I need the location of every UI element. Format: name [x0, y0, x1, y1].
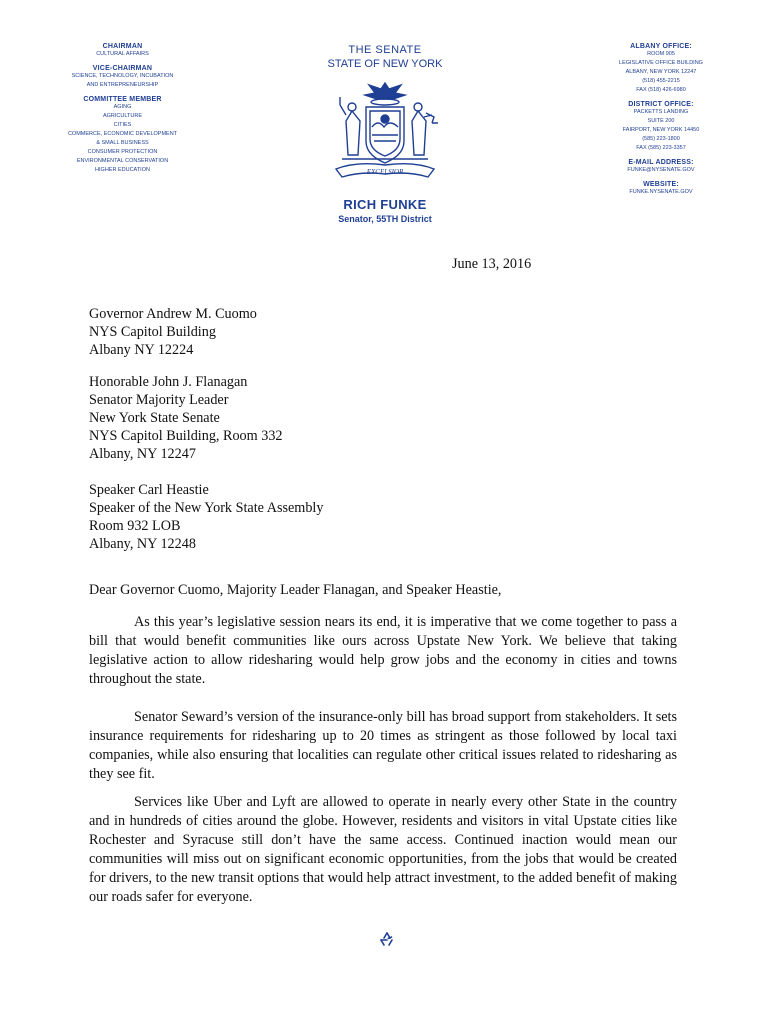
letterhead-center — [310, 43, 460, 224]
website-address: FUNKE.NYSENATE.GOV — [629, 189, 693, 195]
address-line: Albany NY 12224 — [89, 342, 194, 358]
address-line: NYS Capitol Building — [89, 324, 216, 340]
new-york-state-seal-icon — [322, 77, 448, 195]
albany-office-line: ALBANY, NEW YORK 12247 — [625, 69, 697, 75]
albany-office-line: FAX (518) 426-6980 — [636, 87, 686, 93]
letter-date: June 13, 2016 — [452, 256, 532, 272]
address-line: Albany, NY 12248 — [89, 536, 196, 552]
district-office-line: PACKETTS LANDING — [633, 109, 689, 115]
letterhead-offices — [602, 43, 720, 197]
district-office-title: DISTRICT OFFICE: — [628, 101, 694, 108]
committee-line: AGRICULTURE — [102, 113, 142, 119]
website-title: WEBSITE: — [643, 181, 679, 188]
albany-office-line: (518) 455-2215 — [642, 78, 680, 84]
vice-chairman-line: SCIENCE, TECHNOLOGY, INCUBATION — [71, 73, 174, 79]
recycle-icon — [378, 930, 396, 948]
body-paragraph: Services like Uber and Lyft are allowed to operate in nearly every other State in the country and in hundreds of cities around the globe. However, residents and visitors in vital Upstate cities like Rochester and Syracuse still don’t have the same access. Continued inaction would mean our communities will miss out on significant economic opportunities, from the jobs that would be created for drivers, to the new transit options that would help attract investment, to the added benefit of making our roads safer for everyone. — [89, 794, 677, 905]
body-paragraph: As this year’s legislative session nears its end, it is imperative that we come together to pass a bill that would benefit communities like ours across Upstate New York. We believe that taking legislative action to allow ridesharing would help grow jobs and the economy in cities and towns throughout the state. — [89, 614, 677, 687]
address-block-speaker — [89, 481, 323, 553]
vice-chairman-line: AND ENTREPRENEURSHIP — [86, 82, 159, 88]
address-line: Senator Majority Leader — [89, 392, 229, 408]
address-block-governor — [89, 305, 257, 359]
letterhead-committees — [40, 43, 205, 175]
senate-heading: THE SENATE — [348, 44, 422, 56]
address-line: Speaker of the New York State Assembly — [89, 500, 324, 516]
seal-banner-text: EXCELSIOR — [366, 168, 404, 176]
vice-chairman-title: VICE-CHAIRMAN — [92, 65, 153, 72]
address-line: New York State Senate — [89, 410, 220, 426]
email-title: E-MAIL ADDRESS: — [628, 159, 694, 166]
senator-name: RICH FUNKE — [343, 197, 427, 212]
committee-line: CONSUMER PROTECTION — [87, 149, 158, 155]
address-line: Governor Andrew M. Cuomo — [89, 306, 257, 322]
albany-office-line: LEGISLATIVE OFFICE BUILDING — [619, 60, 703, 66]
district-office-line: SUITE 200 — [647, 118, 675, 124]
district-office-line: FAIRPORT, NEW YORK 14450 — [622, 127, 700, 133]
albany-office-title: ALBANY OFFICE: — [630, 43, 692, 50]
state-heading: STATE OF NEW YORK — [327, 58, 443, 70]
committee-line: COMMERCE, ECONOMIC DEVELOPMENT — [67, 131, 178, 137]
committee-line: AGING — [113, 104, 132, 110]
chairman-title: CHAIRMAN — [102, 43, 143, 50]
district-office-line: (585) 223-1800 — [642, 136, 680, 142]
body-paragraph: Senator Seward’s version of the insurance-only bill has broad support from stakeholders. It sets insurance requirements for ridesharing up to 20 times as stringent as those followed by local taxi companies, while also ensuring that localities can regulate other critical issues related to ridesharing as they see fit. — [89, 709, 677, 782]
salutation: Dear Governor Cuomo, Majority Leader Flanagan, and Speaker Heastie, — [89, 582, 502, 598]
senator-district: Senator, 55TH District — [338, 214, 432, 224]
address-line: Albany, NY 12247 — [89, 446, 196, 462]
albany-office-line: ROOM 905 — [647, 51, 675, 57]
address-block-majority-leader — [89, 373, 283, 463]
committee-line: ENVIRONMENTAL CONSERVATION — [76, 158, 169, 164]
district-office-line: FAX (585) 223-3357 — [636, 145, 686, 151]
address-line: Room 932 LOB — [89, 518, 181, 534]
committee-line: & SMALL BUSINESS — [96, 140, 149, 146]
chairman-line: CULTURAL AFFAIRS — [96, 51, 149, 57]
email-address: FUNKE@NYSENATE.GOV — [627, 167, 695, 173]
address-line: NYS Capitol Building, Room 332 — [89, 428, 283, 444]
committee-title: COMMITTEE MEMBER — [83, 96, 162, 103]
address-line: Honorable John J. Flanagan — [89, 374, 248, 390]
address-line: Speaker Carl Heastie — [89, 482, 209, 498]
committee-line: CITIES — [113, 122, 132, 128]
committee-line: HIGHER EDUCATION — [95, 167, 150, 173]
